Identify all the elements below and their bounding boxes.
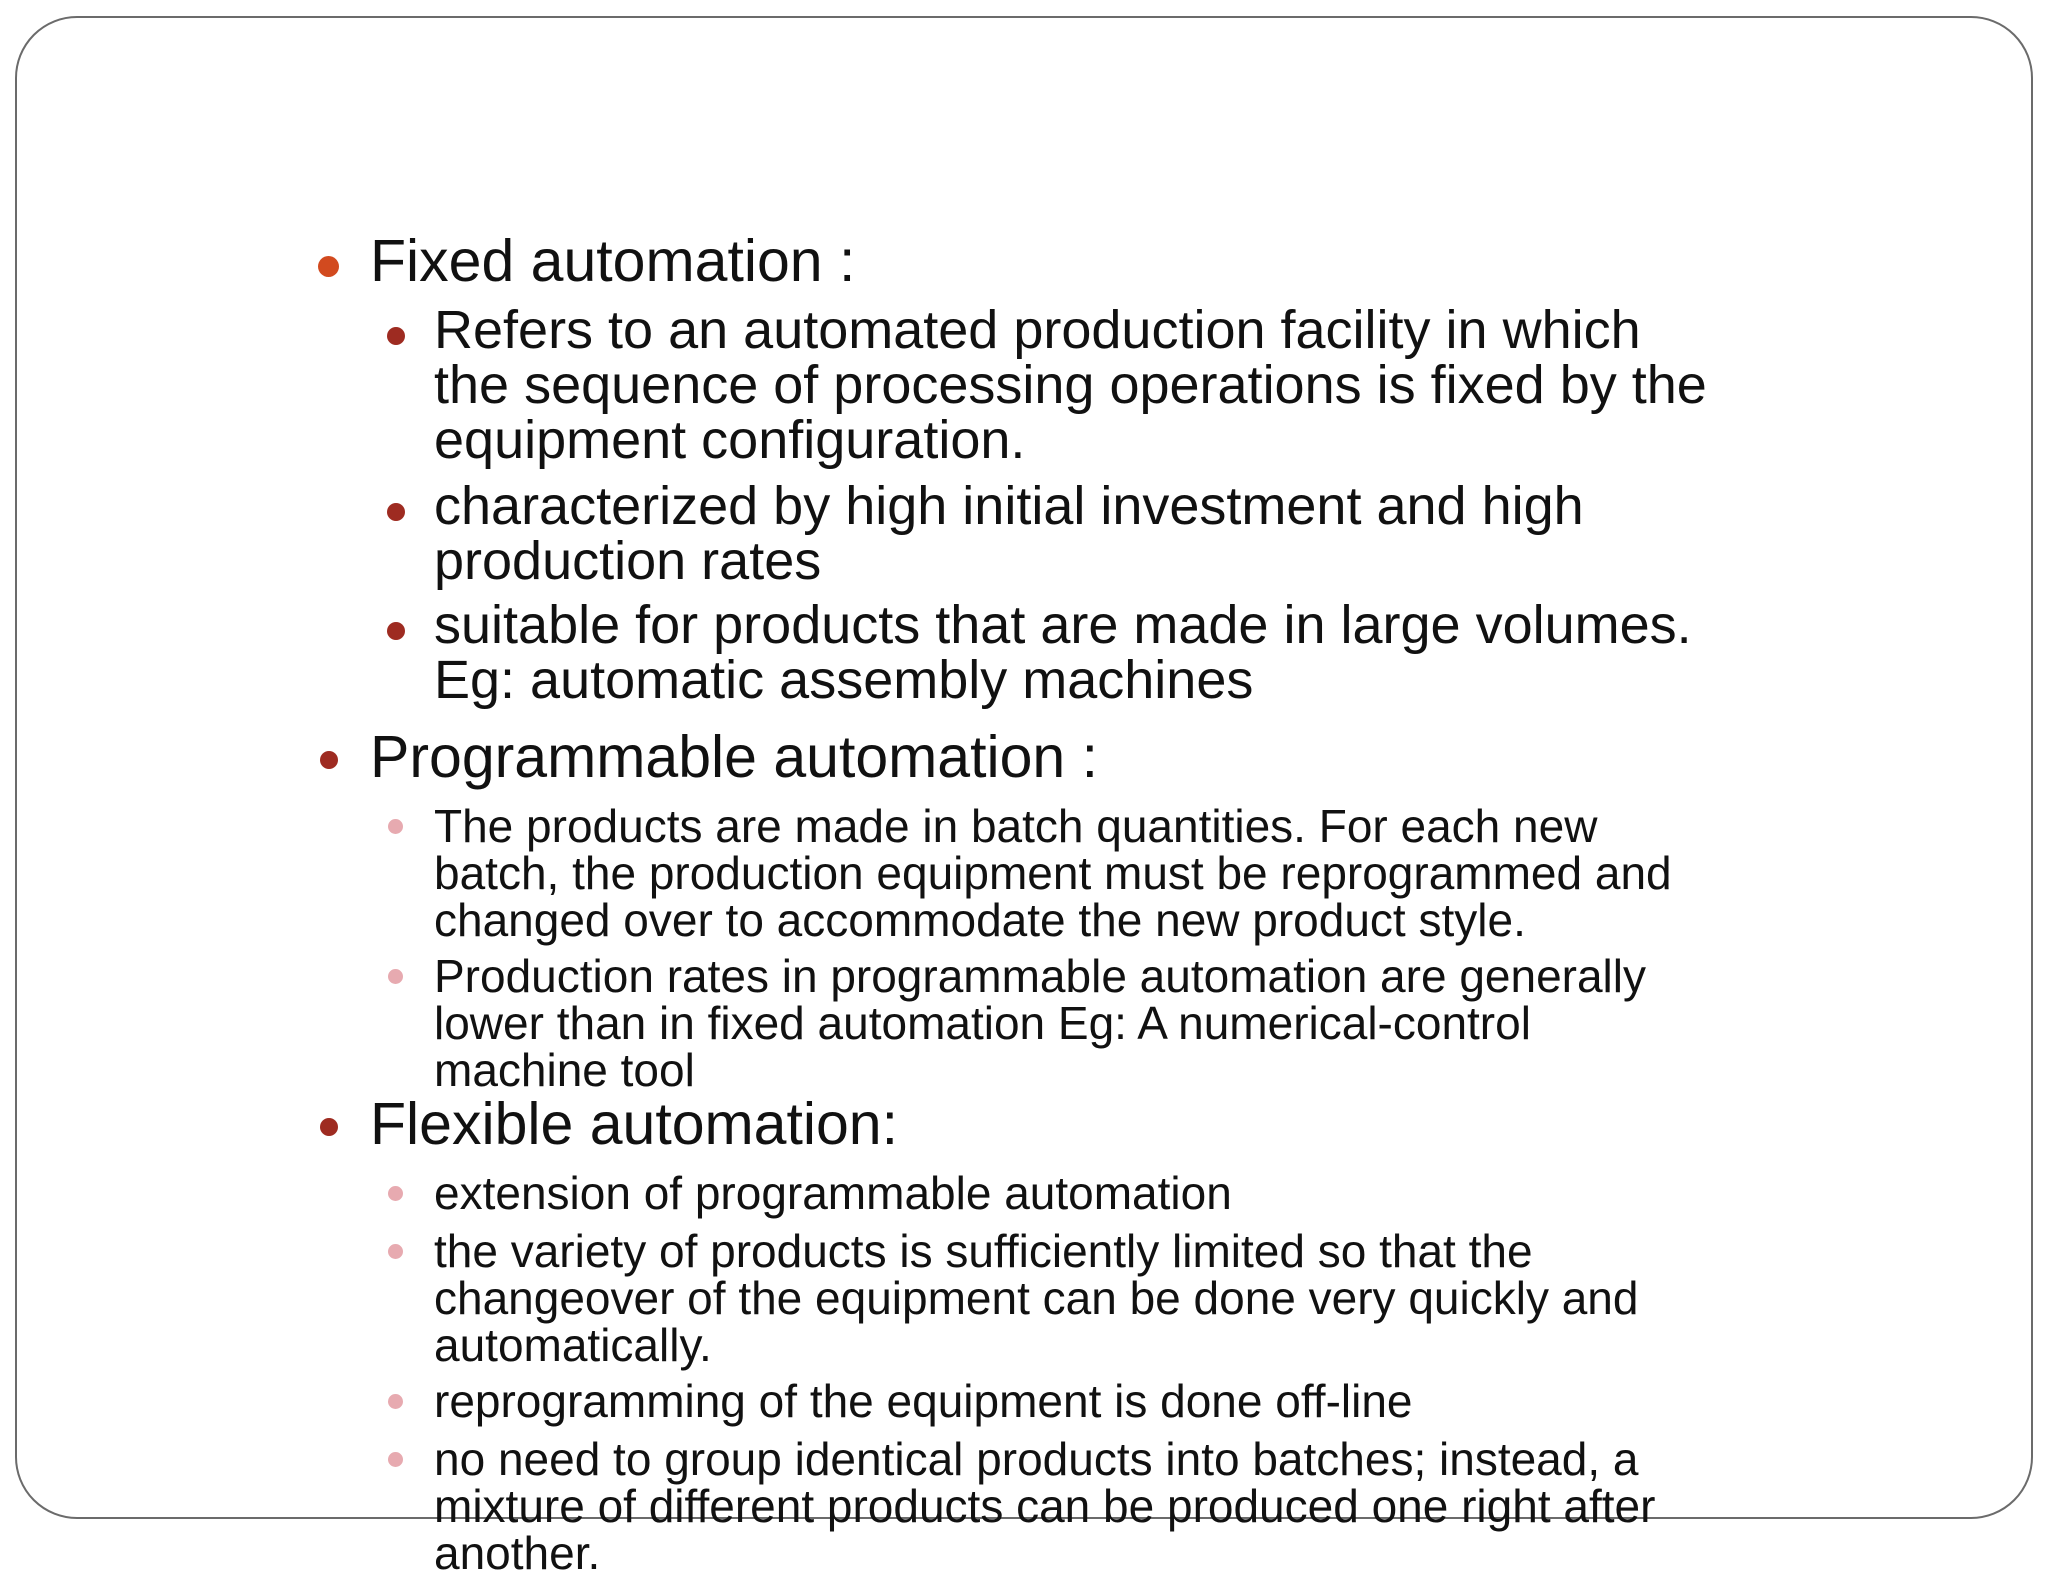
programmable-item-1-line-3: changed over to accommodate the new product style. — [434, 894, 1526, 946]
bullet-dot — [388, 969, 403, 984]
fixed-item-2-line-1: characterized by high initial investment and high — [434, 476, 1584, 536]
heading-fixed-automation: Fixed automation : — [370, 228, 856, 294]
bullet-dot — [388, 1452, 403, 1467]
heading-programmable-automation: Programmable automation : — [370, 724, 1099, 790]
bullet-dot — [320, 1118, 338, 1136]
flexible-item-4-line-2: mixture of different products can be produced one right after — [434, 1480, 1656, 1532]
flexible-item-2-line-1: the variety of products is sufficiently limited so that the — [434, 1225, 1533, 1277]
bullet-dot — [387, 503, 405, 521]
programmable-item-2-line-3: machine tool — [434, 1044, 695, 1096]
fixed-item-2-line-2: production rates — [434, 531, 822, 591]
programmable-item-2-line-2: lower than in fixed automation Eg: A numerical-control — [434, 997, 1531, 1049]
slide-frame — [15, 16, 2033, 1579]
fixed-item-1-line-1: Refers to an automated production facility in which — [434, 300, 1641, 360]
bullet-dot — [388, 1244, 403, 1259]
fixed-item-1-line-3: equipment configuration. — [434, 410, 1026, 470]
programmable-item-1-line-2: batch, the production equipment must be reprogrammed and — [434, 847, 1672, 899]
flexible-item-4-line-1: no need to group identical products into batches; instead, a — [434, 1433, 1639, 1485]
bullet-dot — [320, 751, 338, 769]
fixed-item-3-line-2: Eg: automatic assembly machines — [434, 650, 1254, 710]
fixed-item-3-line-1: suitable for products that are made in large volumes. — [434, 595, 1692, 655]
programmable-item-2-line-1: Production rates in programmable automation are generally — [434, 950, 1646, 1002]
flexible-item-1-line-1: extension of programmable automation — [434, 1167, 1232, 1219]
programmable-item-1-line-1: The products are made in batch quantities. For each new — [434, 800, 1598, 852]
bullet-dot — [387, 327, 405, 345]
bullet-dot — [388, 1186, 403, 1201]
flexible-item-3-line-1: reprogramming of the equipment is done off-line — [434, 1375, 1413, 1427]
flexible-item-2-line-2: changeover of the equipment can be done very quickly and — [434, 1272, 1639, 1324]
bullet-dot — [388, 1394, 403, 1409]
flexible-item-2-line-3: automatically. — [434, 1319, 712, 1371]
slide-content — [17, 18, 2031, 1579]
heading-flexible-automation: Flexible automation: — [370, 1091, 899, 1157]
flexible-item-4-line-3: another. — [434, 1527, 601, 1579]
bullet-dot — [387, 622, 405, 640]
fixed-item-1-line-2: the sequence of processing operations is fixed by the — [434, 355, 1707, 415]
bullet-dot — [318, 256, 339, 277]
bullet-dot — [388, 819, 403, 834]
